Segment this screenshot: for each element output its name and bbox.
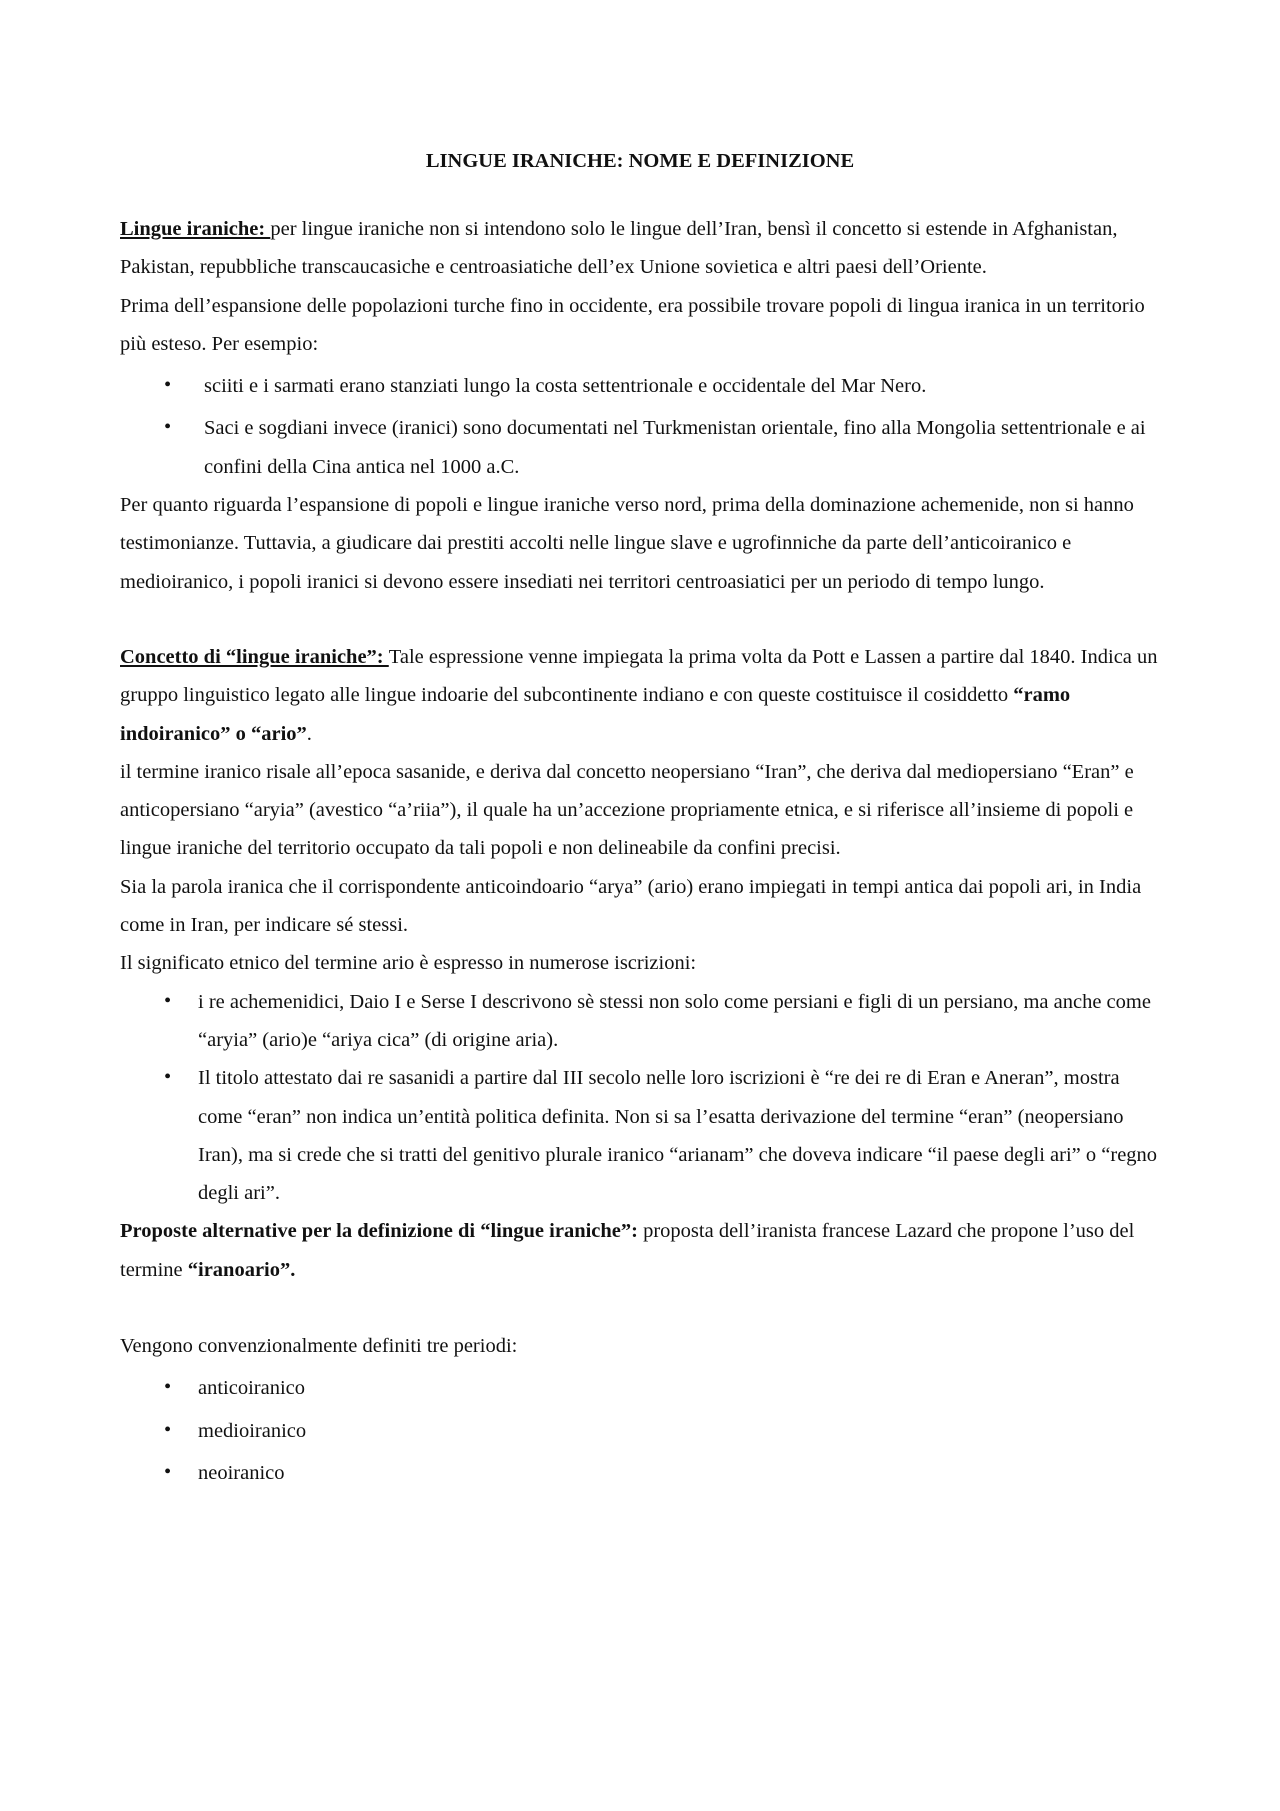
bullet-list-iscrizioni <box>120 983 1160 1213</box>
list-item: • Saci e sogdiani invece (iranici) sono documentati nel Turkmenistan orientale, fino alla Mongolia settentrionale e ai confini della Cina antica nel 1000 a.C. <box>164 416 1146 478</box>
bullet-list-popoli <box>120 367 1160 486</box>
paragraph-parola-iranica: Sia la parola iranica che il corrispondente anticoindoario “arya” (ario) erano impiegati in tempi antica dai popoli ari, in India come in Iran, per indicare sé stessi. <box>120 875 1142 937</box>
paragraph-significato-etnico: Il significato etnico del termine ario è espresso in numerose iscrizioni: <box>120 952 697 975</box>
document-body <box>120 149 1160 1492</box>
lead-lingue-iraniche: Lingue iraniche: <box>120 218 271 240</box>
list-item: • medioiranico <box>164 1418 307 1442</box>
bullet-list-periodi <box>120 1369 1160 1492</box>
paragraph-espansione: Prima dell’espansione delle popolazioni turche fino in occidente, era possibile trovare popoli di lingua iranica in un territorio più esteso. Per esempio: <box>120 294 1145 355</box>
lead-proposte: Proposte alternative per la definizione di “lingue iraniche”: <box>120 1220 638 1243</box>
list-item: • sciiti e i sarmati erano stanziati lungo la costa settentrionale e occidentale del Mar Nero. <box>164 374 927 398</box>
paragraph-espansione-nord: Per quanto riguarda l’espansione di popoli e lingue iraniche verso nord, prima della dominazione achemenide, non si hanno testimonianze. Tuttavia, a giudicare dai prestiti accolti nelle lingue slave e ugrofinniche da parte dell’anticoiranico e medioiranico, i popoli iranici si devono essere insediati nei territori centroasiatici per un periodo di tempo lungo. <box>120 494 1134 593</box>
list-item: • i re achemenidici, Daio I e Serse I descrivono sè stessi non solo come persiani e figli di un persiano, ma anche come “aryia” (ario)e “ariya cica” (di origine aria). <box>164 989 1151 1051</box>
paragraph-proposte: Proposte alternative per la definizione di “lingue iraniche”: proposta dell’iranista francese Lazard che propone l’uso del termine “iranoario”. <box>120 1220 1135 1281</box>
list-item: • neoiranico <box>164 1460 285 1484</box>
paragraph-termine-iranico: il termine iranico risale all’epoca sasanide, e deriva dal concetto neopersiano “Iran”, che deriva dal mediopersiano “Eran” e anticopersiano “aryia” (avestico “a’riia”), il quale ha un’accezione propriamente etnica, e si riferisce all’insieme di popoli e lingue iraniche del territorio occupato da tali popoli e non delineabile da confini precisi. <box>120 760 1134 860</box>
list-item: • anticoiranico <box>164 1376 306 1400</box>
lead-concetto: Concetto di “lingue iraniche”: <box>120 645 389 668</box>
list-item: • Il titolo attestato dai re sasanidi a partire dal III secolo nelle loro iscrizioni è “re dei re di Eran e Aneran”, mostra come “eran” non indica un’entità politica definita. Non si sa l’esatta derivazione del termine “eran” (neopersiano Iran), ma si crede che si tratti del genitivo plurale iranico “arianam” che doveva indicare “il paese degli ari” o “regno degli ari”. <box>164 1066 1158 1205</box>
paragraph-concetto: Concetto di “lingue iraniche”: Tale espressione venne impiegata la prima volta da Pott e Lassen a partire dal 1840. Indica un gruppo linguistico legato alle lingue indoarie del subcontinente indiano e con queste costituisce il cosiddetto “ramo indoiranico” o “ario”. <box>120 645 1158 745</box>
page-title: LINGUE IRANICHE: NOME E DEFINIZIONE <box>425 150 855 172</box>
paragraph-lingue-iraniche: Lingue iraniche: per lingue iraniche non si intendono solo le lingue dell’Iran, bensì il concetto si estende in Afghanistan, Pakistan, repubbliche transcaucasiche e centroasiatiche dell’ex Unione sovietica e altri paesi dell’Oriente. <box>120 218 1118 279</box>
paragraph-periodi: Vengono convenzionalmente definiti tre periodi: <box>120 1335 518 1358</box>
